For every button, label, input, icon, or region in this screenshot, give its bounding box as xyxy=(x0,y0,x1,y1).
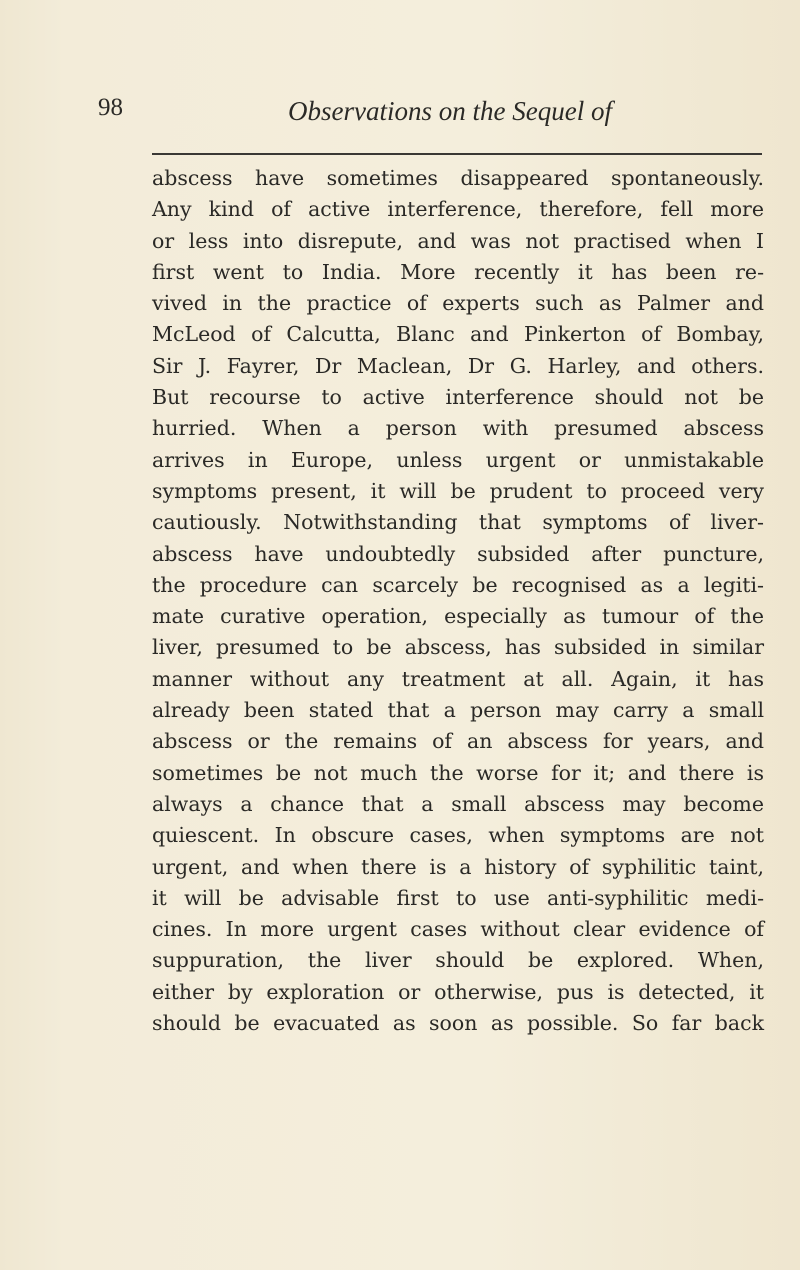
body-paragraph xyxy=(152,163,764,1039)
text-line: abscess or the remains of an abscess for years, and xyxy=(152,729,764,754)
text-line: it will be advisable first to use anti-syphilitic medi- xyxy=(152,885,764,910)
text-line: cautiously. Notwithstanding that symptoms of liver- xyxy=(152,510,764,535)
text-line: liver, presumed to be abscess, has subsided in similar xyxy=(152,635,764,660)
text-line: the procedure can scarcely be recognised as a legiti- xyxy=(152,572,764,597)
text-line: vived in the practice of experts such as Palmer and xyxy=(152,291,764,316)
running-title: Observations on the Sequel of xyxy=(288,96,612,126)
text-line: already been stated that a person may carry a small xyxy=(152,698,764,723)
text-line: manner without any treatment at all. Again, it has xyxy=(152,666,764,691)
page-number: 98 xyxy=(98,94,123,121)
text-line: either by exploration or otherwise, pus is detected, it xyxy=(152,979,764,1004)
text-line: cines. In more urgent cases without clear evidence of xyxy=(152,917,764,942)
text-line: quiescent. In obscure cases, when symptoms are not xyxy=(152,823,764,848)
text-line: hurried. When a person with presumed abscess xyxy=(152,416,764,441)
text-line: urgent, and when there is a history of syphilitic taint, xyxy=(152,854,764,879)
text-line: symptoms present, it will be prudent to proceed very xyxy=(152,478,764,503)
header-rule xyxy=(152,153,762,155)
text-line: Sir J. Fayrer, Dr Maclean, Dr G. Harley, and others. xyxy=(152,353,764,378)
text-line: abscess have sometimes disappeared spontaneously. xyxy=(152,166,764,190)
text-line: mate curative operation, especially as tumour of the xyxy=(152,604,764,629)
text-line: suppuration, the liver should be explored. When, xyxy=(152,948,764,973)
text-line: arrives in Europe, unless urgent or unmistakable xyxy=(152,447,764,472)
text-line: always a chance that a small abscess may become xyxy=(152,791,764,816)
text-line: But recourse to active interference should not be xyxy=(152,385,764,410)
text-line: first went to India. More recently it has been re- xyxy=(152,259,764,284)
text-line: or less into disrepute, and was not practised when I xyxy=(152,228,764,253)
text-line: abscess have undoubtedly subsided after puncture, xyxy=(152,541,764,566)
text-line: Any kind of active interference, therefore, fell more xyxy=(152,197,764,222)
text-line: should be evacuated as soon as possible. So far back xyxy=(152,1011,764,1036)
text-line: sometimes be not much the worse for it; and there is xyxy=(152,760,764,785)
text-line: McLeod of Calcutta, Blanc and Pinkerton of Bombay, xyxy=(152,322,764,347)
